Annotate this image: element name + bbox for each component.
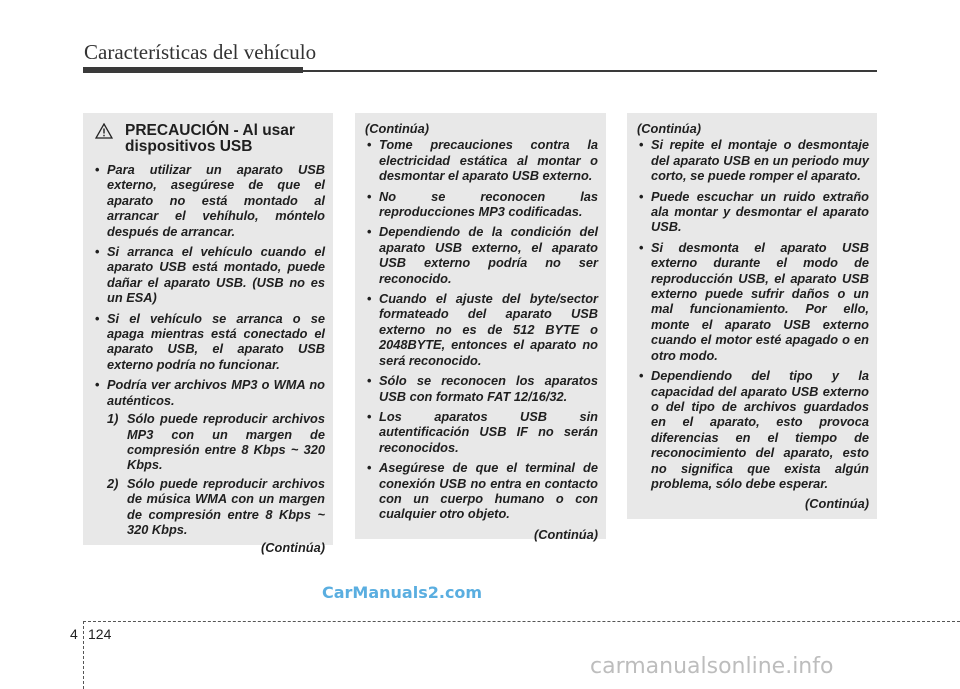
list-item: • Para utilizar un aparato USB externo, asegúrese de que el aparato no está montado al arrancar el vehíhulo, móntelo después de arrancar. — [93, 162, 325, 239]
list-item: • Si arranca el vehículo cuando el aparato USB está montado, puede dañar el aparato USB. (USB no es un ESA) — [93, 244, 325, 306]
list-item: • Dependiendo del tipo y la capacidad del aparato USB externo o del tipo de archivos guardados en el aparato, esto provoca diferencias en el tiempo de reconocimiento del aparato, esto no significa que exista algún problema, sólo debe esperar. — [637, 368, 869, 491]
caution-list — [93, 162, 325, 408]
sub-item — [107, 476, 325, 538]
list-item: • No se reconocen las reproducciones MP3 codificadas. — [365, 189, 598, 220]
footer-rule — [83, 621, 960, 622]
continued-start-label: (Continúa) — [365, 121, 429, 136]
list-item: • Puede escuchar un ruido extraño ala montar y desmontar el aparato USB. — [637, 189, 869, 235]
list-item: • Asegúrese de que el terminal de conexión USB no entra en contacto con un cuerpo humano o con cualquier otro objeto. — [365, 460, 598, 522]
sub-item-text: Sólo puede reproducir archivos MP3 con un margen de compresión entre 8 Kbps ~ 320 Kbps. — [127, 411, 325, 473]
section-number: 4 — [70, 626, 78, 642]
list-item: • Sólo se reconocen los aparatos USB con formato FAT 12/16/32. — [365, 373, 598, 404]
continued-label: (Continúa) — [261, 540, 325, 556]
continued-start-label: (Continúa) — [637, 121, 701, 136]
footer-divider — [83, 621, 84, 689]
list-item: • Si el vehículo se arranca o se apaga mientras está conectado el aparato USB, el aparato USB externo podría no funcionar. — [93, 311, 325, 373]
caution-box-column-2 — [355, 113, 606, 542]
chapter-title: Características del vehículo — [84, 40, 317, 64]
caution-heading — [93, 123, 325, 155]
watermark-link[interactable]: CarManuals2.com — [322, 583, 483, 602]
caution-title: PRECAUCIÓN - Al usar dispositivos USB — [125, 122, 295, 155]
page-number: 124 — [88, 626, 112, 642]
warning-triangle-icon — [95, 123, 113, 139]
list-item: • Tome precauciones contra la electricidad estática al montar o desmontar el aparato USB externo. — [365, 137, 598, 183]
list-item: • Cuando el ajuste del byte/sector formateado del aparato USB externo no es de 512 BYTE o 2048BYTE, entonces el aparato no será reconocido. — [365, 291, 598, 368]
list-item: • Si desmonta el aparato USB externo durante el modo de reproducción USB, el aparato USB externo puede sufrir daños o un mal funcionamiento. Por ello, monte el aparato USB externo cuando el motor esté apagado o en otro modo. — [637, 240, 869, 363]
sub-item-text: Sólo puede reproducir archivos de música WMA con un margen de compresión entre 8 Kbps ~ 320 Kbps. — [127, 475, 325, 537]
list-item: • Si repite el montaje o desmontaje del aparato USB en un periodo muy corto, se puede romper el aparato. — [637, 137, 869, 183]
caution-list — [365, 137, 598, 521]
caution-box-column-1 — [83, 113, 333, 556]
sub-item-number: 2) — [107, 475, 119, 491]
list-item: • Los aparatos USB sin autentificación USB IF no serán reconocidos. — [365, 409, 598, 455]
sub-item-number: 1) — [107, 411, 119, 427]
list-item: • Dependiendo de la condición del aparato USB externo, el aparato USB externo podría no ser reconocido. — [365, 224, 598, 286]
continued-label: (Continúa) — [805, 496, 869, 512]
list-item: • Podría ver archivos MP3 o WMA no auténticos. — [93, 377, 325, 408]
header-rule — [83, 70, 877, 72]
continued-label: (Continúa) — [534, 526, 598, 542]
site-watermark: carmanualsonline.info — [590, 654, 834, 679]
caution-box-column-3 — [627, 113, 877, 519]
sub-item — [107, 411, 325, 473]
caution-list — [637, 137, 869, 491]
